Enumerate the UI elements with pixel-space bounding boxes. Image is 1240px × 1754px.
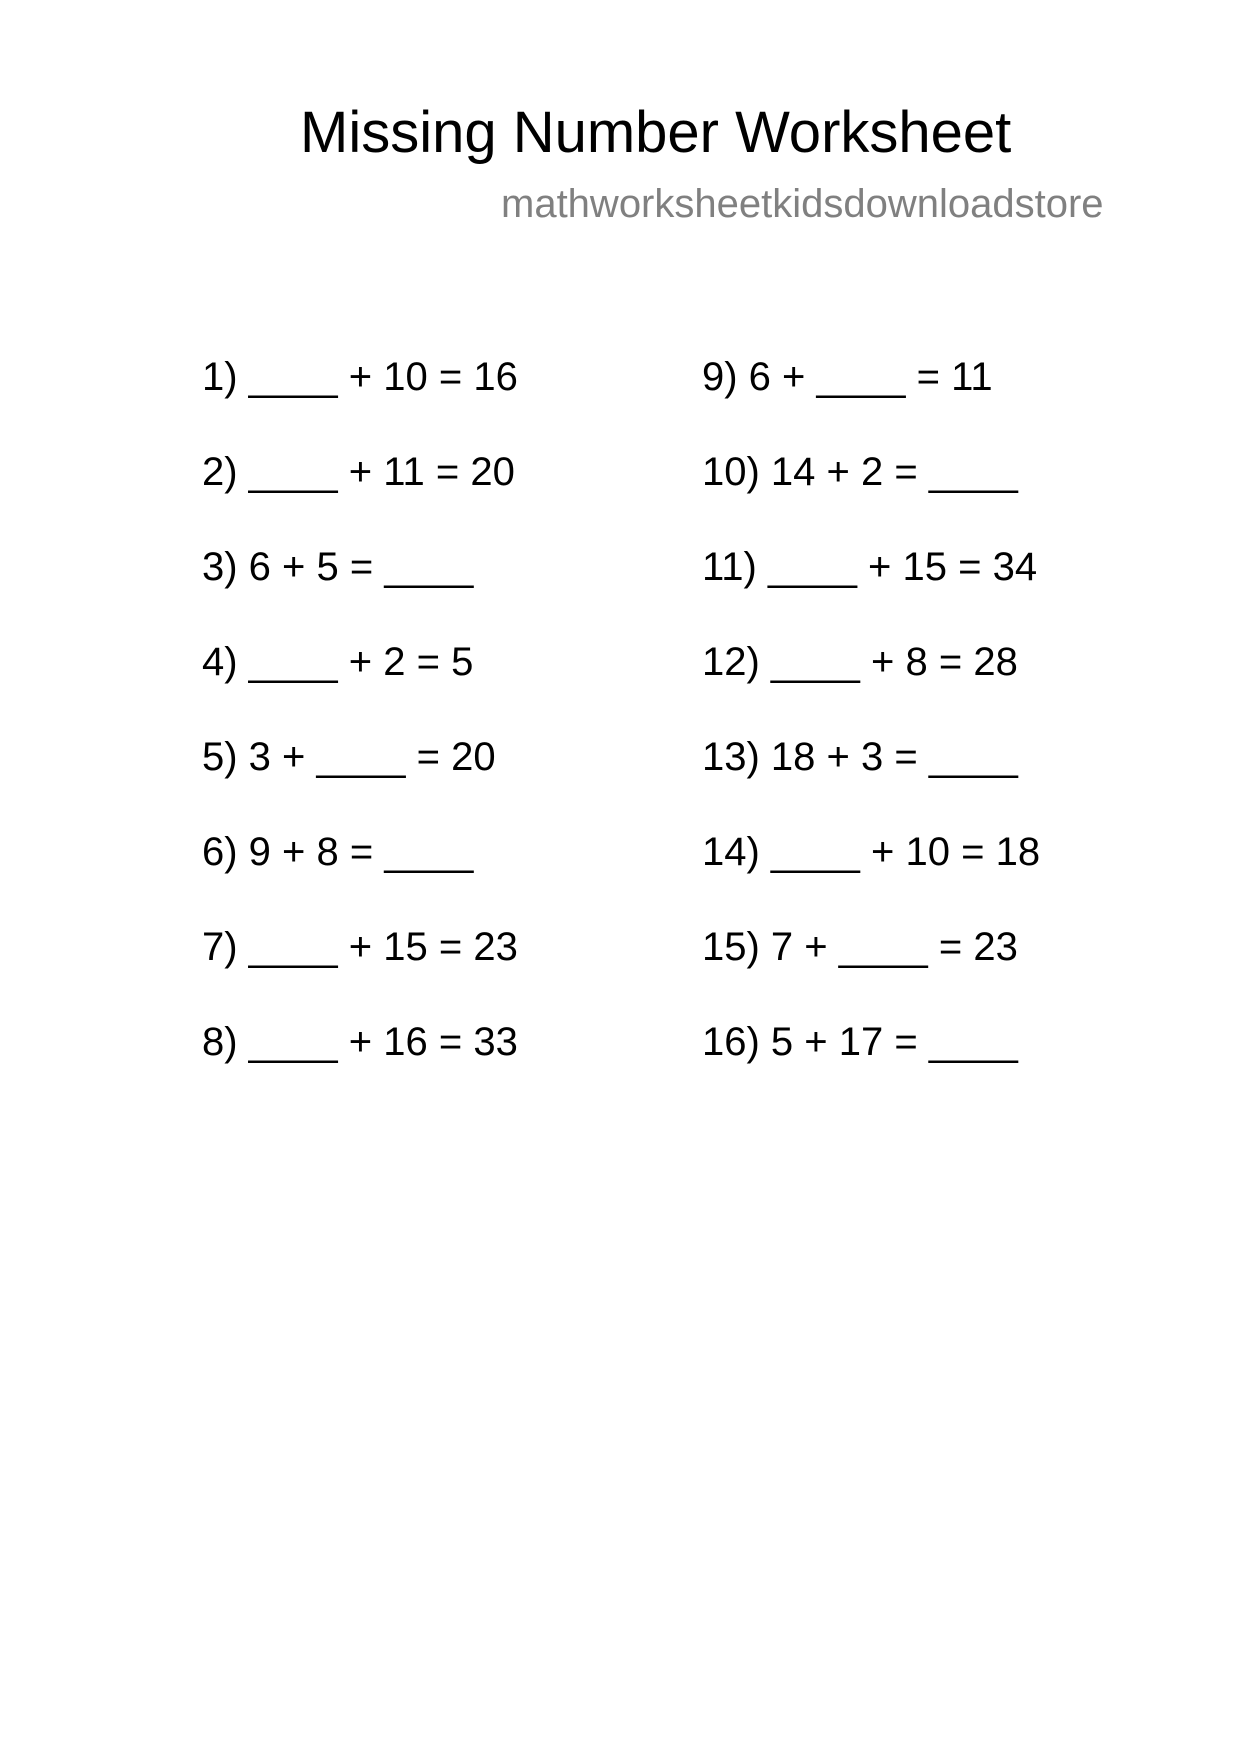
- problem-column-left: [202, 352, 518, 1112]
- problem-item: 2) ____ + 11 = 20: [202, 450, 515, 494]
- problem-item: 15) 7 + ____ = 23: [702, 925, 1018, 969]
- problem-item: 3) 6 + 5 = ____: [202, 545, 474, 589]
- problem-item: 1) ____ + 10 = 16: [202, 355, 518, 399]
- problem-item: 8) ____ + 16 = 33: [202, 1020, 518, 1064]
- problem-item: 16) 5 + 17 = ____: [702, 1020, 1018, 1064]
- problem-item: 6) 9 + 8 = ____: [202, 830, 474, 874]
- problem-item: 7) ____ + 15 = 23: [202, 925, 518, 969]
- problem-column-right: [702, 352, 1040, 1112]
- source-watermark: mathworksheetkidsdownloadstore: [501, 182, 1104, 226]
- problem-item: 12) ____ + 8 = 28: [702, 640, 1018, 684]
- problem-item: 9) 6 + ____ = 11: [702, 355, 993, 399]
- problem-item: 11) ____ + 15 = 34: [702, 545, 1038, 589]
- page-title: Missing Number Worksheet: [300, 100, 1012, 165]
- problem-item: 4) ____ + 2 = 5: [202, 640, 474, 684]
- problem-item: 13) 18 + 3 = ____: [702, 735, 1018, 779]
- problem-item: 14) ____ + 10 = 18: [702, 830, 1041, 874]
- problem-item: 5) 3 + ____ = 20: [202, 735, 496, 779]
- problem-item: 10) 14 + 2 = ____: [702, 450, 1018, 494]
